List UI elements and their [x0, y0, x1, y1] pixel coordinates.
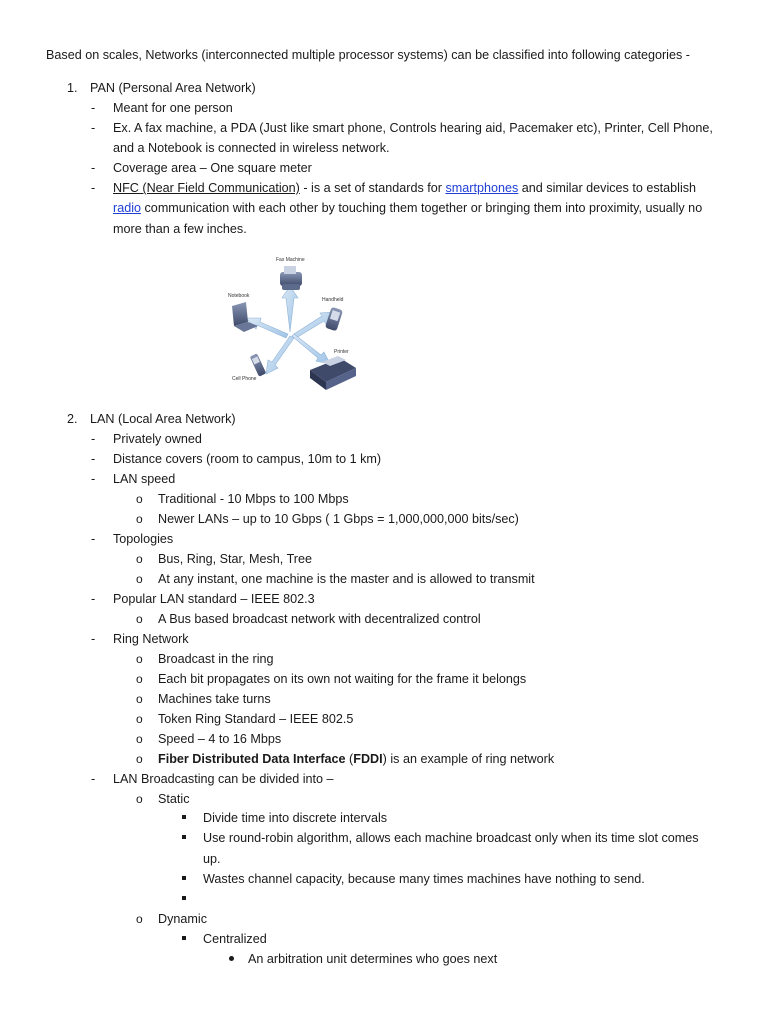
list-item: Coverage area – One square meter	[113, 161, 312, 175]
fddi-line	[158, 751, 554, 767]
fddi-term: Fiber Distributed Data Interface	[158, 752, 346, 766]
square-bullet	[182, 876, 186, 880]
list-item-continuation: and a Notebook is connected in wireless network.	[113, 141, 390, 155]
sub-list-item: Traditional - 10 Mbps to 100 Mbps	[158, 492, 349, 506]
circle-marker: o	[136, 492, 143, 506]
sub-list-item: Token Ring Standard – IEEE 802.5	[158, 712, 354, 726]
label-handheld: Handheld	[322, 297, 344, 303]
circle-marker: o	[136, 572, 143, 586]
fax-machine-icon	[280, 266, 302, 290]
circle-marker: o	[136, 912, 143, 926]
nfc-text: - is a set of standards for	[299, 181, 446, 195]
pan-network-diagram	[222, 250, 362, 395]
circle-marker: o	[136, 672, 143, 686]
section-title-lan: LAN (Local Area Network)	[90, 412, 236, 426]
fddi-abbr: FDDI	[353, 752, 383, 766]
list-item: Privately owned	[113, 432, 202, 446]
sub-sub-list-item: Use round-robin algorithm, allows each machine broadcast only when its time slot comes	[203, 831, 699, 845]
nfc-text: and similar devices to establish	[518, 181, 697, 195]
round-bullet	[229, 956, 234, 961]
dash-marker: -	[91, 432, 96, 446]
list-item: Ring Network	[113, 632, 189, 646]
nfc-line	[113, 200, 702, 216]
list-item: Ex. A fax machine, a PDA (Just like smart phone, Controls hearing aid, Pacemaker etc), Printer, Cell Phone,	[113, 121, 713, 135]
sub-sub-list-item: Centralized	[203, 932, 267, 946]
circle-marker: o	[136, 792, 143, 806]
sub-list-item: Each bit propagates on its own not waiting for the frame it belongs	[158, 672, 527, 686]
dash-marker: -	[91, 632, 96, 646]
list-number: 2.	[67, 412, 78, 426]
sub-list-item: Machines take turns	[158, 692, 271, 706]
cell-phone-icon	[250, 353, 267, 376]
dash-marker: -	[91, 452, 96, 466]
nfc-term: NFC (Near Field Communication)	[113, 181, 300, 195]
circle-marker: o	[136, 512, 143, 526]
dash-marker: -	[91, 181, 96, 195]
dash-marker: -	[91, 161, 96, 175]
dash-marker: -	[91, 592, 96, 606]
sub-sub-list-item: Wastes channel capacity, because many times machines have nothing to send.	[203, 872, 645, 886]
circle-marker: o	[136, 552, 143, 566]
sub-sub-list-item: Divide time into discrete intervals	[203, 811, 388, 825]
sub-sub-list-item-continuation: up.	[203, 852, 221, 866]
nfc-text: communication with each other by touching them together or bringing them into proximity, usually no	[141, 201, 703, 215]
list-item: Topologies	[113, 532, 174, 546]
label-cell-phone: Cell Phone	[232, 376, 257, 382]
sub-list-item: A Bus based broadcast network with decentralized control	[158, 612, 481, 626]
level4-list-item: An arbitration unit determines who goes next	[248, 952, 498, 966]
label-fax: Fax Machine	[276, 257, 305, 263]
sub-list-item: Speed – 4 to 16 Mbps	[158, 732, 282, 746]
sub-list-item: At any instant, one machine is the master and is allowed to transmit	[158, 572, 535, 586]
nfc-line	[113, 180, 696, 196]
circle-marker: o	[136, 732, 143, 746]
sub-list-item: Newer LANs – up to 10 Gbps ( 1 Gbps = 1,000,000,000 bits/sec)	[158, 512, 519, 526]
fddi-text: ) is an example of ring network	[382, 752, 555, 766]
dash-marker: -	[91, 532, 96, 546]
circle-marker: o	[136, 612, 143, 626]
section-title-pan: PAN (Personal Area Network)	[90, 81, 256, 95]
sub-list-item: Static	[158, 792, 190, 806]
sub-list-item: Broadcast in the ring	[158, 652, 274, 666]
list-item: LAN Broadcasting can be divided into –	[113, 772, 334, 786]
circle-marker: o	[136, 712, 143, 726]
square-bullet	[182, 835, 186, 839]
dash-marker: -	[91, 121, 96, 135]
nfc-line: more than a few inches.	[113, 222, 247, 236]
dash-marker: -	[91, 101, 96, 115]
list-item: Popular LAN standard – IEEE 802.3	[113, 592, 315, 606]
list-item: Meant for one person	[113, 101, 233, 115]
dash-marker: -	[91, 472, 96, 486]
square-bullet	[182, 936, 186, 940]
intro-text: Based on scales, Networks (interconnected multiple processor systems) can be classified into following categories -	[46, 48, 690, 62]
list-number: 1.	[67, 81, 78, 95]
smartphones-link[interactable]: smartphones	[445, 181, 519, 195]
sub-list-item: Dynamic	[158, 912, 207, 926]
circle-marker: o	[136, 652, 143, 666]
square-bullet-empty-item	[182, 896, 186, 900]
circle-marker: o	[136, 692, 143, 706]
radio-link[interactable]: radio	[113, 201, 142, 215]
sub-list-item: Bus, Ring, Star, Mesh, Tree	[158, 552, 312, 566]
fddi-text: (	[345, 752, 354, 766]
square-bullet	[182, 815, 186, 819]
notebook-icon	[232, 302, 258, 332]
list-item: LAN speed	[113, 472, 176, 486]
circle-marker: o	[136, 752, 143, 766]
label-printer: Printer	[334, 349, 349, 355]
label-notebook: Notebook	[228, 293, 250, 299]
list-item: Distance covers (room to campus, 10m to 1 km)	[113, 452, 382, 466]
dash-marker: -	[91, 772, 96, 786]
